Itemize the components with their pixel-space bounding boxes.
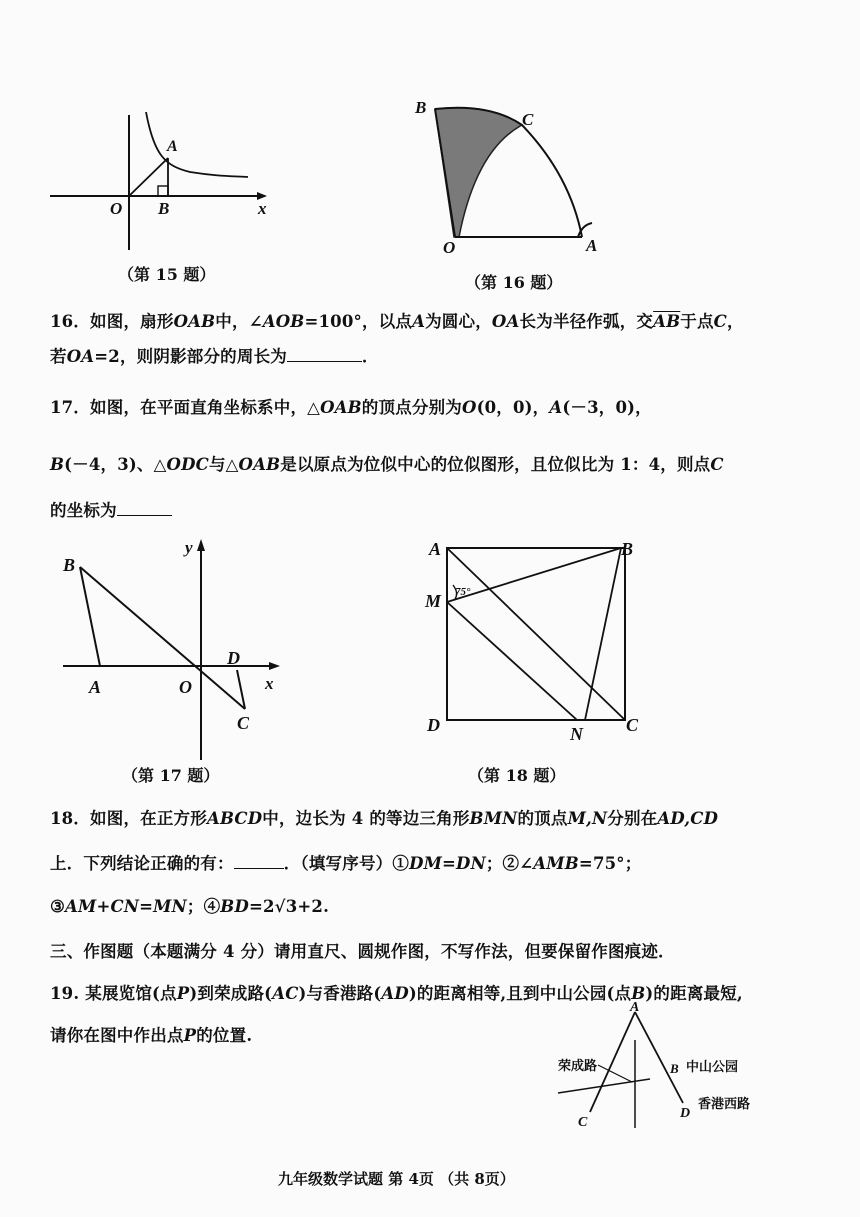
label-d: D: [227, 648, 240, 668]
q17-line2: B(－4，3)、△ODC与△OAB是以原点为位似中心的位似图形，且位似比为 1：4，则点C: [50, 455, 724, 474]
label-b: B: [63, 555, 76, 575]
label-b: B: [415, 98, 427, 117]
label-o: O: [110, 199, 123, 218]
right-angle-mark: [158, 186, 168, 196]
label-x: x: [265, 674, 274, 693]
q19-line2: 请你在图中作出点P的位置.: [50, 1026, 253, 1045]
angle-label: 75°: [455, 586, 471, 598]
q19-line1: 19. 某展览馆(点P)到荣成路(AC)与香港路(AD)的距离相等,且到中山公园(点B)的距离最短,: [50, 984, 743, 1003]
label-b: B: [670, 1061, 679, 1076]
y-arrow: [197, 539, 205, 551]
figure-19: [550, 1000, 800, 1135]
x-arrow: [269, 662, 280, 670]
road-ad: [635, 1012, 683, 1103]
section-3-heading: 三、作图题（本题满分 4 分）请用直尺、圆规作图，不写作法，但要保留作图痕迹．: [50, 942, 675, 961]
q18-line2: 上．下列结论正确的有： ．（填写序号）①DM=DN；②∠AMB=75°；: [50, 854, 642, 873]
label-n: N: [570, 724, 583, 744]
figure-16: [410, 95, 640, 260]
road-label-xianggang-west: 香港西路: [698, 1097, 751, 1112]
label-a: A: [89, 677, 102, 697]
label-a: A: [630, 1000, 640, 1015]
label-m: M: [425, 591, 442, 611]
answer-blank[interactable]: [117, 514, 172, 516]
q18-line3: ③AM+CN=MN；④BD=2√3+2.: [50, 897, 330, 916]
label-o: O: [443, 238, 456, 257]
q17-line1: 17．如图，在平面直角坐标系中，△OAB的顶点分别为O(0，0)，A(－3，0)，: [50, 398, 652, 417]
label-b: B: [621, 539, 634, 559]
label-y: y: [185, 538, 193, 557]
label-a: A: [429, 539, 442, 559]
park-label: 中山公园: [686, 1060, 739, 1075]
label-x: x: [258, 199, 267, 218]
figure-17: [55, 535, 295, 765]
label-c: C: [578, 1115, 588, 1130]
q18-line1: 18．如图，在正方形ABCD中，边长为 4 的等边三角形BMN的顶点M,N分别在AD,CD: [50, 809, 719, 828]
answer-blank[interactable]: [287, 360, 362, 362]
caption-15: （第 15 题）: [118, 265, 216, 284]
segment-oa: [129, 158, 168, 196]
label-c: C: [626, 715, 639, 735]
q16-line1: 16．如图，扇形OAB中，∠AOB=100°，以点A为圆心，OA长为半径作弧，交$\overline{AB}$于点C，: [50, 312, 744, 331]
q16-line2: 若OA=2，则阴影部分的周长为 ．: [50, 347, 379, 366]
label-d: D: [427, 715, 440, 735]
label-a: A: [586, 236, 598, 255]
caption-17: （第 17 题）: [122, 766, 220, 785]
segment-mb: [447, 548, 621, 602]
figure-18: [415, 535, 655, 745]
segment-bn: [585, 548, 621, 720]
road-label-rongcheng: 荣成路: [558, 1059, 598, 1074]
answer-blank[interactable]: [234, 867, 284, 869]
caption-18: （第 18 题）: [468, 766, 566, 785]
label-b: B: [158, 199, 170, 218]
label-a: A: [167, 138, 178, 155]
figure-15: [50, 110, 280, 255]
label-d: D: [680, 1106, 691, 1121]
pointer-line: [598, 1065, 632, 1082]
hyperbola: [146, 112, 248, 177]
label-c: C: [237, 713, 250, 733]
label-o: O: [179, 677, 192, 697]
shaded-region: [435, 108, 522, 237]
q17-line3: 的坐标为: [50, 497, 172, 521]
segment-mn: [447, 602, 577, 720]
caption-16: （第 16 题）: [465, 273, 563, 292]
segment-bo-c: [80, 567, 245, 709]
label-c: C: [522, 110, 534, 129]
page-footer: 九年级数学试题 第 4页 （共 8页）: [278, 1170, 515, 1188]
